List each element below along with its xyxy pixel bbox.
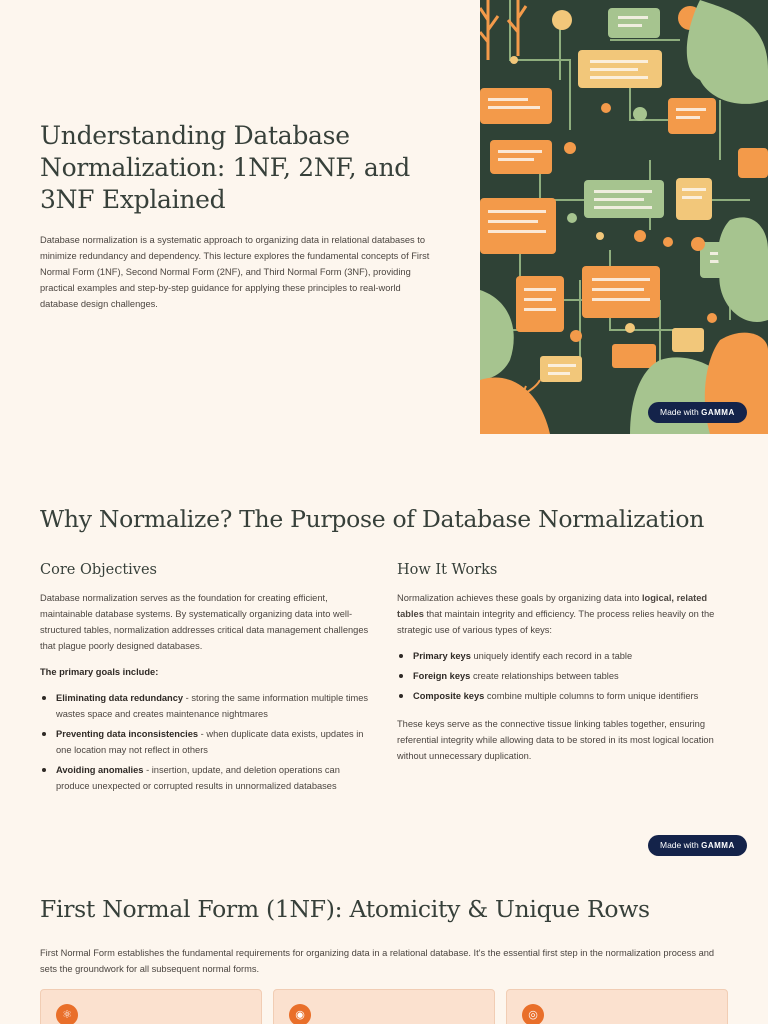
made-with-gamma-badge[interactable] xyxy=(648,835,747,856)
item-bold: Composite keys xyxy=(413,691,485,701)
item-text: create relationships between tables xyxy=(470,671,619,681)
list-item xyxy=(397,648,729,664)
list-item xyxy=(40,726,372,758)
section-title-why-normalize: Why Normalize? The Purpose of Database Normalization xyxy=(40,505,705,533)
gamma-logo: GAMMA xyxy=(701,408,735,417)
item-bold: Preventing data inconsistencies xyxy=(56,729,199,739)
1nf-card-target xyxy=(506,989,728,1024)
how-it-works-column xyxy=(397,560,729,764)
item-text: - insertion, update, and deletion operations can produce unexpected or corrupted results in unnormalized databases xyxy=(56,765,340,791)
item-text: combine multiple columns to form unique identifiers xyxy=(484,691,699,701)
core-objectives-column xyxy=(40,560,372,798)
atom-icon: ⚛ xyxy=(56,1004,78,1024)
title-slide xyxy=(0,0,768,434)
1nf-intro: First Normal Form establishes the fundamental requirements for organizing data in a relational database. It's the essential first step in the normalization process and sets the groundwork for all subsequent normal forms. xyxy=(40,948,715,974)
page-title: Understanding Database Normalization: 1NF, 2NF, and 3NF Explained xyxy=(40,121,410,214)
list-item xyxy=(40,690,372,722)
made-with-gamma-badge[interactable] xyxy=(648,402,747,423)
item-bold: Foreign keys xyxy=(413,671,471,681)
intro-text: Normalization achieves these goals by organizing data into xyxy=(397,593,642,603)
list-item xyxy=(40,762,372,794)
intro-paragraph: Database normalization is a systematic approach to organizing data in relational databases to minimize redundancy and dependency. This lecture explores the fundamental concepts of First Normal Form (1NF), Second Normal Form (2NF), and Third Normal Form (3NF), providing practical examples and step-by-step guidance for applying these principles to real-world database design challenges. xyxy=(40,235,430,309)
1nf-card-atomicity xyxy=(40,989,262,1024)
list-item xyxy=(397,668,729,684)
1nf-card-unique xyxy=(273,989,495,1024)
how-it-works-heading: How It Works xyxy=(397,562,498,578)
goals-list xyxy=(40,690,372,794)
keys-summary: These keys serve as the connective tissue linking tables together, ensuring referential integrity while allowing data to be stored in its most logical location without unnecessary duplication. xyxy=(397,719,714,761)
intro-text: that maintain integrity and efficiency. The process relies heavily on the strategic use of various types of keys: xyxy=(397,609,715,635)
item-text: uniquely identify each record in a table xyxy=(470,651,633,661)
list-item xyxy=(397,688,729,704)
core-objectives-intro: Database normalization serves as the foundation for creating efficient, maintainable database systems. By systematically organizing data into well-structured tables, normalization addresses critical data management challenges that plague poorly designed databases. xyxy=(40,593,369,651)
how-it-works-intro xyxy=(397,590,729,638)
section-title-1nf: First Normal Form (1NF): Atomicity & Unique Rows xyxy=(40,895,650,923)
item-bold: Avoiding anomalies xyxy=(56,765,144,775)
item-text: - when duplicate data exists, updates in one location may not reflect in others xyxy=(56,729,364,755)
keys-list xyxy=(397,648,729,704)
goals-label: The primary goals include: xyxy=(40,667,159,677)
badge-prefix: Made with xyxy=(660,407,699,417)
target-icon: ◎ xyxy=(522,1004,544,1024)
badge-prefix: Made with xyxy=(660,840,699,850)
item-text: - storing the same information multiple times wastes space and creates maintenance nightmares xyxy=(56,693,369,719)
fingerprint-icon: ◉ xyxy=(289,1004,311,1024)
gamma-logo: GAMMA xyxy=(701,841,735,850)
core-objectives-heading: Core Objectives xyxy=(40,562,157,578)
intro-bold: logical, related tables xyxy=(397,593,708,619)
item-bold: Eliminating data redundancy xyxy=(56,693,184,703)
item-bold: Primary keys xyxy=(413,651,471,661)
database-illustration xyxy=(480,0,768,434)
